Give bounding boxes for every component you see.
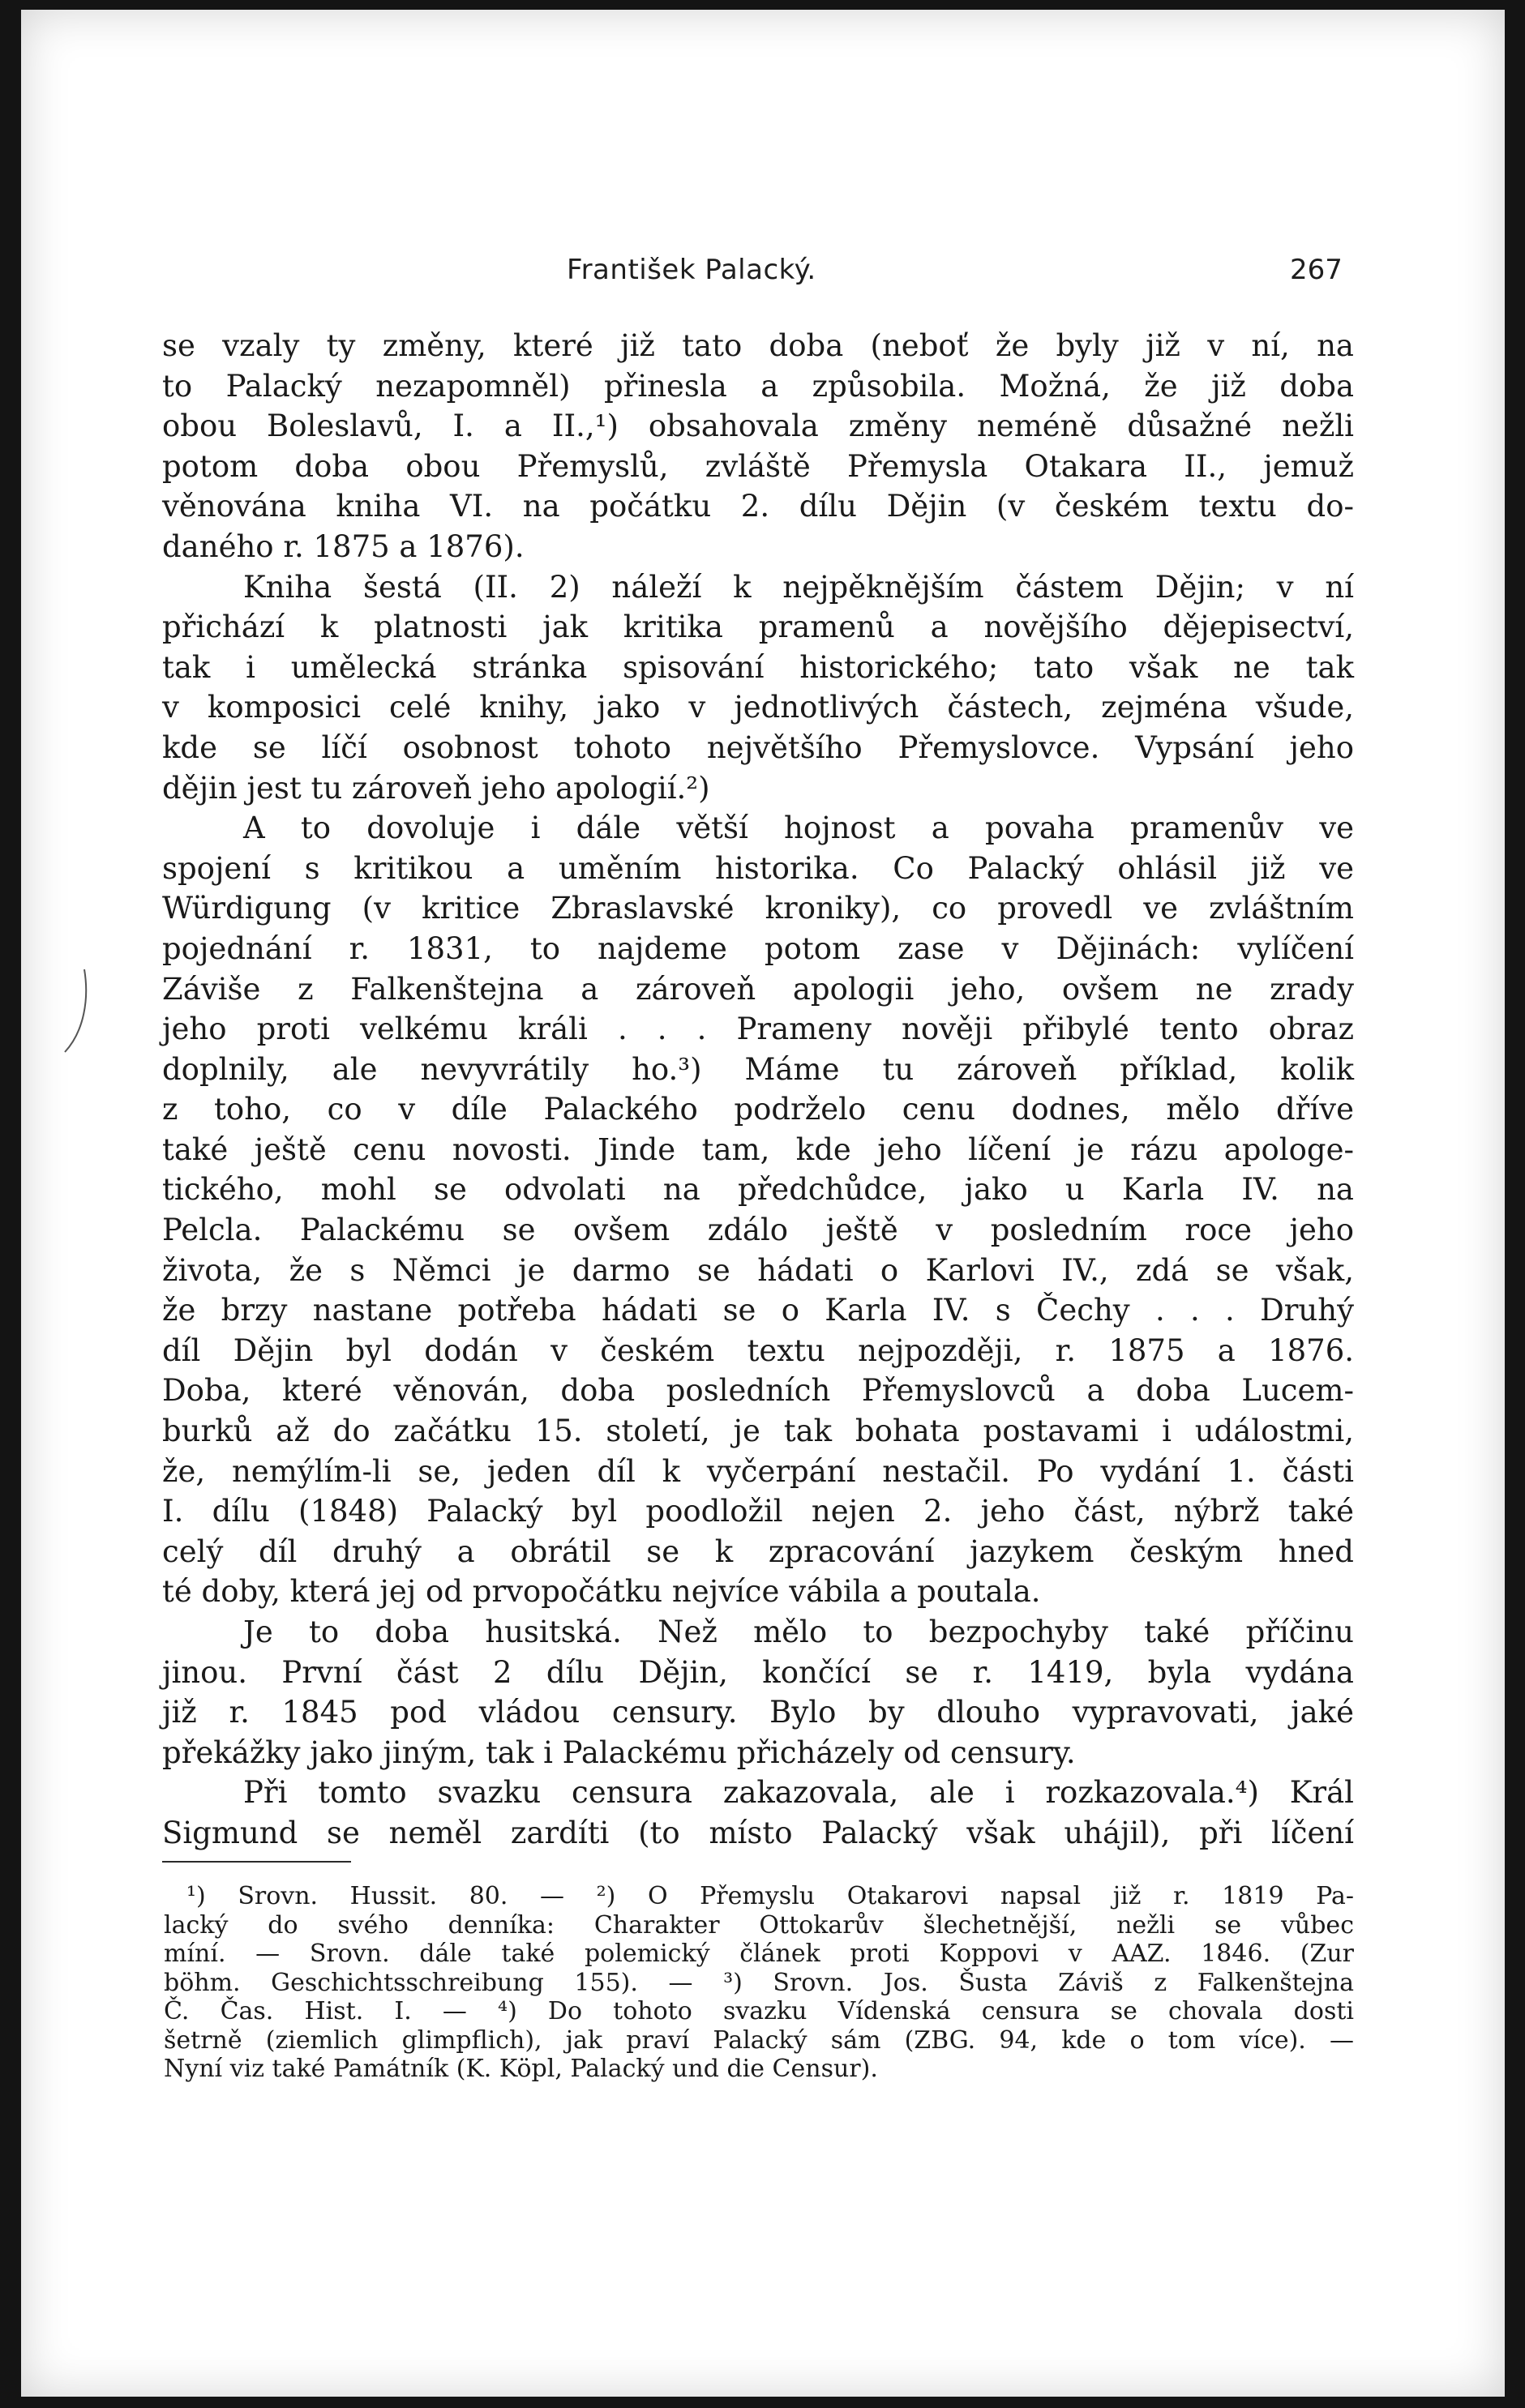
text-line: tického, mohl se odvolati na předchůdce, jako u Karla IV. na: [162, 1172, 1354, 1208]
text-line: přichází k platnosti jak kritika pramenů a novějšího dějepisectví,: [162, 609, 1354, 645]
text-line: celý díl druhý a obrátil se k zpracování jazykem českým hned: [162, 1533, 1354, 1569]
text-line: I. dílu (1848) Palacký byl poodložil nejen 2. jeho část, nýbrž také: [162, 1494, 1354, 1529]
text-line: to Palacký nezapomněl) přinesla a způsobila. Možná, že již doba: [162, 368, 1354, 404]
text-line: také ještě cenu novosti. Jinde tam, kde jeho líčení je rázu apologe-: [162, 1131, 1354, 1167]
text-line: spojení s kritikou a uměním historika. Co Palacký ohlásil již ve: [162, 850, 1354, 886]
running-title: František Palacký.: [567, 254, 816, 286]
text-line: A to dovoluje i dále větší hojnost a povaha pramenův ve: [243, 811, 1354, 846]
text-line: Pelcla. Palackému se ovšem zdálo ještě v posledním roce jeho: [162, 1213, 1354, 1248]
page-header: [21, 250, 1505, 299]
text-line: díl Dějin byl dodán v českém textu nejpozději, r. 1875 a 1876.: [162, 1332, 1354, 1368]
footnote-line: míní. — Srovn. dále také polemický článek proti Koppovi v AAZ. 1846. (Zur: [164, 1940, 1354, 1968]
text-line: života, že s Němci je darmo se hádati o Karlovi IV., zdá se však,: [162, 1252, 1354, 1288]
text-line: burků až do začátku 15. století, je tak bohata postavami i událostmi,: [162, 1414, 1354, 1449]
text-line: v komposici celé knihy, jako v jednotlivých částech, zejména všude,: [162, 690, 1354, 725]
text-line: Sigmund se neměl zardíti (to místo Palacký však uhájil), při líčení: [162, 1815, 1354, 1850]
text-line: překážky jako jiným, tak i Palackému přicházely od censury.: [162, 1734, 1076, 1770]
text-line: z toho, co v díle Palackého podrželo cenu dodnes, mělo dříve: [162, 1092, 1354, 1127]
text-line: jinou. První část 2 dílu Dějin, končící se r. 1419, byla vydána: [162, 1654, 1354, 1690]
text-line: potom doba obou Přemyslů, zvláště Přemysla Otakara II., jemuž: [162, 448, 1354, 484]
footnote-line: lacký do svého denníka: Charakter Ottokarův šlechetnější, nežli se vůbec: [164, 1910, 1354, 1940]
text-line: Doba, které věnován, doba posledních Přemyslovců a doba Lucem-: [162, 1373, 1354, 1409]
text-line: daného r. 1875 a 1876).: [162, 528, 525, 564]
text-line: tak i umělecká stránka spisování historického; tato však ne tak: [162, 649, 1354, 685]
footnote-line: Č. Čas. Hist. I. — ⁴) Do tohoto svazku Vídenská censura se chovala dosti: [164, 1997, 1354, 2025]
text-line: že brzy nastane potřeba hádati se o Karla IV. s Čechy . . . Druhý: [162, 1293, 1354, 1328]
text-line: již r. 1845 pod vládou censury. Bylo by dlouho vypravovati, jaké: [162, 1695, 1354, 1730]
text-line: kde se líčí osobnost tohoto největšího Přemyslovce. Vypsání jeho: [162, 729, 1354, 765]
text-line: Je to doba husitská. Než mělo to bezpochyby také příčinu: [243, 1615, 1354, 1649]
body-text: [162, 326, 1354, 1854]
text-line: Záviše z Falkenštejna a zároveň apologii jeho, ovšem ne zrady: [162, 971, 1354, 1007]
text-line: Při tomto svazku censura zakazovala, ale i rozkazovala.⁴) Král: [243, 1775, 1354, 1811]
text-line: obou Boleslavů, I. a II.,¹) obsahovala změny neméně důsažné nežli: [162, 408, 1354, 444]
text-line: jeho proti velkému králi . . . Prameny nověji přibylé tento obraz: [162, 1012, 1354, 1047]
text-line: doplnily, ale nevyvrátily ho.³) Máme tu zároveň příklad, kolik: [162, 1051, 1354, 1087]
text-line: věnována kniha VI. na počátku 2. dílu Dějin (v českém textu do-: [162, 489, 1354, 524]
text-line: Würdigung (v kritice Zbraslavské kroniky), co provedl ve zvláštním: [162, 891, 1354, 926]
footnote-line: böhm. Geschichtsschreibung 155). — ³) Srovn. Jos. Šusta Záviš z Falkenštejna: [164, 1968, 1354, 1997]
footnote-line: ¹) Srovn. Hussit. 80. — ²) O Přemyslu Otakarovi napsal již r. 1819 Pa-: [186, 1882, 1354, 1910]
text-line: se vzaly ty změny, které již tato doba (neboť že byly již v ní, na: [162, 328, 1354, 363]
footnotes: [164, 1882, 1354, 2084]
book-page: [21, 10, 1505, 2397]
page-number: 267: [1290, 254, 1343, 286]
pencil-margin-mark: [60, 966, 92, 1055]
footnote-divider: [162, 1861, 351, 1863]
text-line: Kniha šestá (II. 2) náleží k nejpěknějším částem Dějin; v ní: [243, 569, 1354, 605]
footnote-line: Nyní viz také Památník (K. Köpl, Palacký und die Censur).: [164, 2055, 878, 2083]
footnote-line: šetrně (ziemlich glimpflich), jak praví Palacký sám (ZBG. 94, kde o tom více). —: [164, 2025, 1354, 2055]
text-line: té doby, která jej od prvopočátku nejvíce vábila a poutala.: [162, 1574, 1041, 1610]
text-line: že, nemýlím-li se, jeden díl k vyčerpání nestačil. Po vydání 1. části: [162, 1453, 1354, 1489]
text-line: dějin jest tu zároveň jeho apologií.²): [162, 770, 710, 806]
text-line: pojednání r. 1831, to najdeme potom zase v Dějinách: vylíčení: [162, 930, 1354, 966]
